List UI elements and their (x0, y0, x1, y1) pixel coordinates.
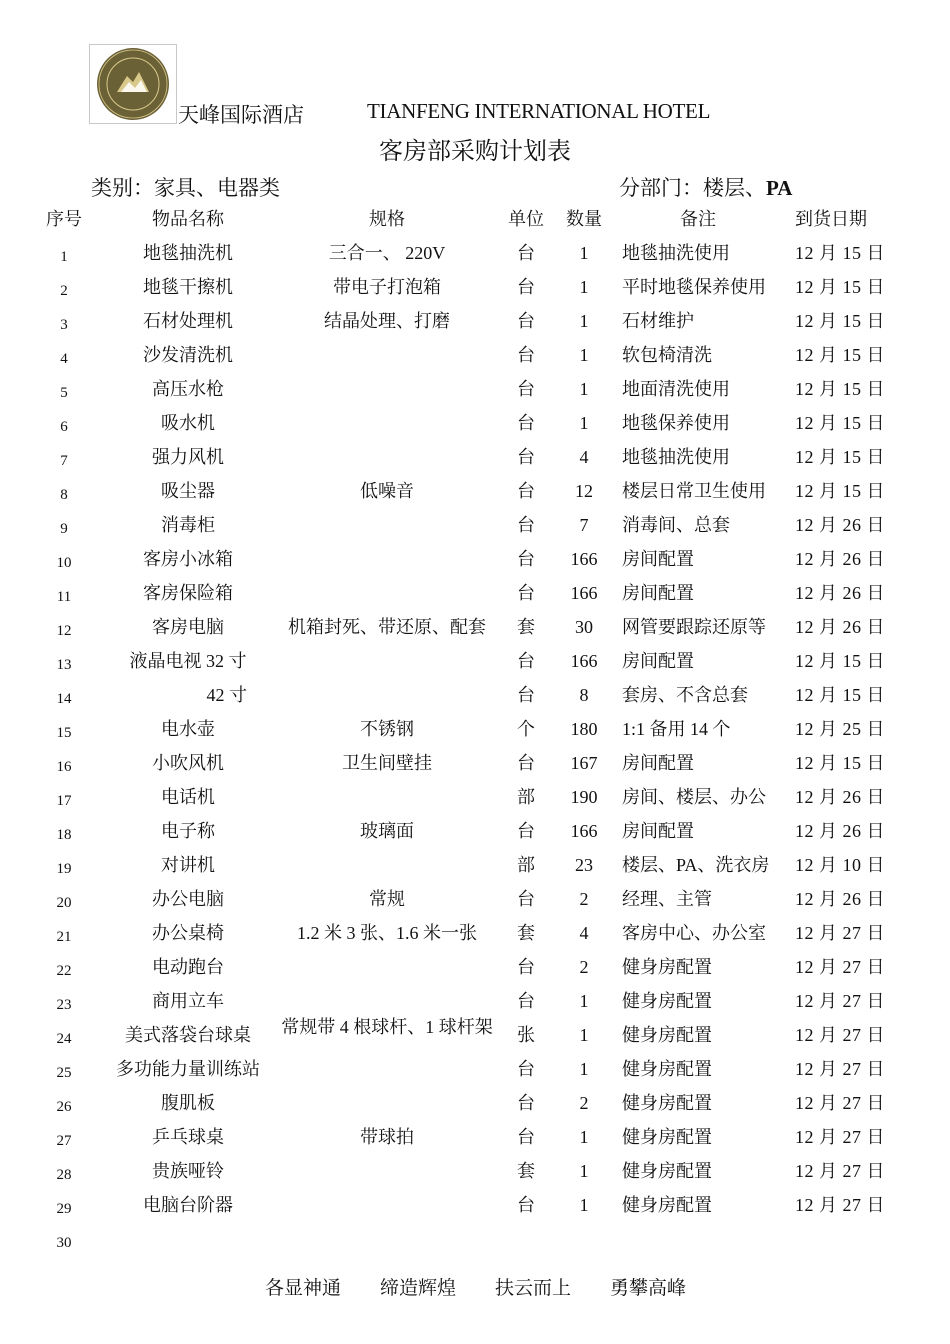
row-unit: 台 (517, 311, 535, 331)
table-row (0, 712, 950, 746)
row-unit: 台 (517, 379, 535, 399)
hotel-logo (89, 44, 177, 124)
row-unit: 套 (517, 1161, 535, 1181)
row-qty: 1 (579, 1127, 589, 1147)
row-spec (280, 984, 494, 1018)
row-spec (280, 1188, 494, 1222)
row-seq: 23 (56, 997, 72, 1013)
row-spec: 玻璃面 (360, 821, 414, 841)
row-unit: 部 (517, 787, 535, 807)
table-row (0, 304, 950, 338)
column-header-name: 物品名称 (152, 209, 224, 229)
table-row (0, 338, 950, 372)
row-unit: 台 (517, 345, 535, 365)
row-item-name: 电子称 (161, 821, 215, 841)
row-unit: 台 (517, 1195, 535, 1215)
row-seq: 30 (56, 1235, 72, 1251)
row-note: 健身房配置 (622, 1161, 712, 1181)
table-row (0, 610, 950, 644)
row-date: 12 月 27 日 (795, 923, 885, 943)
row-item-name: 地毯抽洗机 (143, 243, 233, 263)
row-date: 12 月 26 日 (795, 889, 885, 909)
department-label-text: 分部门：楼层、 (619, 176, 766, 200)
row-note: 网管要跟踪还原等 (622, 617, 766, 637)
row-qty (556, 1222, 612, 1256)
row-spec (280, 406, 494, 440)
row-date: 12 月 15 日 (795, 447, 885, 467)
row-unit: 台 (517, 447, 535, 467)
table-row (0, 848, 950, 882)
row-item-name: 客房保险箱 (143, 583, 233, 603)
row-spec: 不锈钢 (360, 719, 414, 739)
row-item-name: 对讲机 (161, 855, 215, 875)
row-unit: 台 (517, 821, 535, 841)
row-spec (280, 542, 494, 576)
table-row (0, 270, 950, 304)
document-title: 客房部采购计划表 (379, 139, 571, 165)
row-item-name: 办公桌椅 (152, 923, 224, 943)
row-unit: 台 (517, 753, 535, 773)
row-qty: 166 (570, 549, 598, 569)
row-qty: 30 (575, 617, 593, 637)
row-item-name: 石材处理机 (143, 311, 233, 331)
table-row (0, 406, 950, 440)
table-row (0, 882, 950, 916)
row-spec: 1.2 米 3 张、1.6 米一张 (297, 923, 477, 943)
row-spec: 常规 (369, 889, 405, 909)
row-qty: 1 (579, 379, 589, 399)
row-qty: 166 (570, 651, 598, 671)
row-unit: 台 (517, 651, 535, 671)
row-seq: 6 (60, 419, 68, 435)
column-header-date: 到货日期 (795, 209, 867, 229)
hotel-emblem-icon (95, 46, 171, 122)
table-row (0, 508, 950, 542)
row-date: 12 月 27 日 (795, 957, 885, 977)
table-row (0, 576, 950, 610)
hotel-name-cn: 天峰国际酒店 (178, 103, 304, 127)
row-date: 12 月 15 日 (795, 481, 885, 501)
row-spec (280, 372, 494, 406)
table-row (0, 542, 950, 576)
row-unit: 台 (517, 413, 535, 433)
row-seq: 29 (56, 1201, 72, 1217)
row-date: 12 月 26 日 (795, 787, 885, 807)
row-seq: 14 (56, 691, 72, 707)
row-note: 健身房配置 (622, 991, 712, 1011)
row-qty: 190 (570, 787, 598, 807)
row-date: 12 月 26 日 (795, 617, 885, 637)
table-row (0, 780, 950, 814)
row-seq: 16 (56, 759, 72, 775)
row-note: 套房、不含总套 (622, 685, 748, 705)
row-item-name: 吸水机 (161, 413, 215, 433)
row-note: 平时地毯保养使用 (622, 277, 766, 297)
column-header-note: 备注 (680, 209, 716, 229)
row-qty: 1 (579, 1059, 589, 1079)
row-date: 12 月 15 日 (795, 243, 885, 263)
row-spec (280, 1052, 494, 1086)
row-note: 软包椅清洗 (622, 345, 712, 365)
row-seq: 4 (60, 351, 68, 367)
row-unit: 套 (517, 923, 535, 943)
row-note (622, 1222, 792, 1256)
row-date: 12 月 27 日 (795, 1059, 885, 1079)
row-item-name: 商用立车 (152, 991, 224, 1011)
row-item-name: 地毯干擦机 (143, 277, 233, 297)
row-qty: 1 (579, 1195, 589, 1215)
table-row (0, 1188, 950, 1222)
row-unit: 张 (517, 1025, 535, 1045)
row-item-name: 电话机 (161, 787, 215, 807)
row-qty: 1 (579, 311, 589, 331)
row-item-name: 电脑台阶器 (143, 1195, 233, 1215)
row-qty: 8 (579, 685, 589, 705)
table-row (0, 236, 950, 270)
row-item-name: 42 寸 (206, 685, 247, 705)
row-seq: 12 (56, 623, 72, 639)
row-unit: 台 (517, 515, 535, 535)
table-row (0, 950, 950, 984)
row-qty: 12 (575, 481, 593, 501)
row-seq: 2 (60, 283, 68, 299)
row-date: 12 月 15 日 (795, 345, 885, 365)
row-seq: 1 (60, 249, 68, 265)
row-spec (280, 780, 494, 814)
row-date: 12 月 27 日 (795, 1195, 885, 1215)
motto-phrase: 勇攀高峰 (610, 1278, 687, 1299)
row-note: 健身房配置 (622, 1025, 712, 1045)
row-spec: 带电子打泡箱 (333, 277, 441, 297)
row-unit: 台 (517, 277, 535, 297)
row-unit: 台 (517, 991, 535, 1011)
row-date: 12 月 27 日 (795, 991, 885, 1011)
table-row (0, 814, 950, 848)
row-note: 房间配置 (622, 753, 694, 773)
row-date: 12 月 10 日 (795, 855, 885, 875)
row-spec: 结晶处理、打磨 (324, 311, 450, 331)
table-row (0, 678, 950, 712)
spec-billiard-table: 常规带 4 根球杆、1 球杆架 (281, 1017, 493, 1037)
motto-phrase: 各显神通 (265, 1278, 342, 1299)
row-item-name: 办公电脑 (152, 889, 224, 909)
row-qty: 180 (570, 719, 598, 739)
row-date: 12 月 15 日 (795, 413, 885, 433)
table-row (0, 1052, 950, 1086)
motto-phrase: 扶云而上 (495, 1278, 572, 1299)
row-seq: 11 (56, 589, 72, 605)
row-date: 12 月 26 日 (795, 549, 885, 569)
table-row (0, 746, 950, 780)
row-date: 12 月 27 日 (795, 1161, 885, 1181)
column-header-spec: 规格 (369, 209, 405, 229)
row-seq: 5 (60, 385, 68, 401)
row-spec: 三合一、 220V (328, 243, 446, 263)
row-item-name: 吸尘器 (161, 481, 215, 501)
motto-phrase: 缔造辉煌 (380, 1278, 457, 1299)
row-item-name (100, 1222, 276, 1256)
row-qty: 166 (570, 821, 598, 841)
row-unit: 个 (517, 719, 535, 739)
row-note: 健身房配置 (622, 1093, 712, 1113)
row-unit: 台 (517, 583, 535, 603)
table-header (0, 202, 950, 236)
row-item-name: 高压水枪 (152, 379, 224, 399)
row-unit: 台 (517, 1127, 535, 1147)
row-qty: 4 (579, 447, 589, 467)
row-note: 健身房配置 (622, 1127, 712, 1147)
row-seq: 17 (56, 793, 72, 809)
row-spec (280, 1222, 494, 1256)
department-label (619, 172, 792, 202)
row-item-name: 腹肌板 (161, 1093, 215, 1113)
row-qty: 167 (570, 753, 598, 773)
row-spec (280, 950, 494, 984)
row-seq: 9 (60, 521, 68, 537)
row-date: 12 月 15 日 (795, 277, 885, 297)
row-unit: 台 (517, 1059, 535, 1079)
row-item-name: 强力风机 (152, 447, 224, 467)
row-qty: 1 (579, 243, 589, 263)
row-qty: 1 (579, 991, 589, 1011)
row-note: 房间、楼层、办公 (622, 787, 766, 807)
row-seq: 15 (56, 725, 72, 741)
row-unit: 台 (517, 243, 535, 263)
row-spec: 卫生间壁挂 (342, 753, 432, 773)
row-spec (280, 508, 494, 542)
row-unit: 台 (517, 549, 535, 569)
column-header-seq: 序号 (46, 209, 82, 229)
row-seq: 20 (56, 895, 72, 911)
row-seq: 7 (60, 453, 68, 469)
row-seq: 10 (56, 555, 72, 571)
hotel-name-en: TIANFENG INTERNATIONAL HOTEL (367, 99, 711, 123)
row-seq: 8 (60, 487, 68, 503)
row-note: 楼层日常卫生使用 (622, 481, 766, 501)
row-date: 12 月 15 日 (795, 379, 885, 399)
row-qty: 1 (579, 1161, 589, 1181)
row-item-name: 液晶电视 32 寸 (129, 651, 247, 671)
category-label: 类别：家具、电器类 (91, 176, 280, 200)
row-note: 房间配置 (622, 651, 694, 671)
row-spec: 带球拍 (360, 1127, 414, 1147)
row-date: 12 月 27 日 (795, 1127, 885, 1147)
row-qty: 2 (579, 957, 589, 977)
row-unit: 台 (517, 889, 535, 909)
row-qty: 2 (579, 1093, 589, 1113)
row-unit (506, 1222, 546, 1256)
row-qty: 7 (579, 515, 589, 535)
table-row (0, 644, 950, 678)
row-note: 地毯抽洗使用 (622, 243, 730, 263)
row-qty: 1 (579, 277, 589, 297)
row-unit: 台 (517, 1093, 535, 1113)
row-qty: 4 (579, 923, 589, 943)
row-spec (280, 644, 494, 678)
row-spec (280, 440, 494, 474)
row-item-name: 美式落袋台球桌 (125, 1025, 251, 1045)
row-unit: 部 (517, 855, 535, 875)
table-row (0, 1222, 950, 1256)
row-date: 12 月 26 日 (795, 515, 885, 535)
row-note: 房间配置 (622, 583, 694, 603)
row-item-name: 电动跑台 (152, 957, 224, 977)
row-seq: 27 (56, 1133, 72, 1149)
row-spec (280, 1086, 494, 1120)
row-spec (280, 848, 494, 882)
row-note: 地毯保养使用 (622, 413, 730, 433)
table-row (0, 984, 950, 1018)
row-qty: 166 (570, 583, 598, 603)
row-date: 12 月 27 日 (795, 1025, 885, 1045)
row-seq: 3 (60, 317, 68, 333)
row-seq: 21 (56, 929, 72, 945)
row-note: 消毒间、总套 (622, 515, 730, 535)
row-date: 12 月 25 日 (795, 719, 885, 739)
row-item-name: 电水壶 (161, 719, 215, 739)
row-note: 地毯抽洗使用 (622, 447, 730, 467)
department-value: PA (766, 176, 793, 200)
row-date: 12 月 26 日 (795, 821, 885, 841)
row-unit: 台 (517, 481, 535, 501)
row-note: 客房中心、办公室 (622, 923, 766, 943)
row-qty: 1 (579, 1025, 589, 1045)
row-date: 12 月 15 日 (795, 651, 885, 671)
row-spec (280, 1154, 494, 1188)
row-note: 健身房配置 (622, 957, 712, 977)
row-date: 12 月 27 日 (795, 1093, 885, 1113)
row-item-name: 小吹风机 (152, 753, 224, 773)
row-item-name: 多功能力量训练站 (116, 1059, 260, 1079)
row-unit: 套 (517, 617, 535, 637)
row-item-name: 消毒柜 (161, 515, 215, 535)
row-note: 经理、主管 (622, 889, 712, 909)
table-row (0, 1086, 950, 1120)
row-seq: 24 (56, 1031, 72, 1047)
row-seq: 19 (56, 861, 72, 877)
row-date: 12 月 26 日 (795, 583, 885, 603)
row-spec (280, 678, 494, 712)
column-header-unit: 单位 (508, 209, 544, 229)
table-row (0, 372, 950, 406)
table-body (0, 236, 950, 1256)
table-row (0, 1120, 950, 1154)
row-note: 地面清洗使用 (622, 379, 730, 399)
row-date (795, 1222, 895, 1256)
row-date: 12 月 15 日 (795, 685, 885, 705)
row-seq: 25 (56, 1065, 72, 1081)
row-qty: 23 (575, 855, 593, 875)
row-seq: 13 (56, 657, 72, 673)
row-qty: 2 (579, 889, 589, 909)
row-seq: 28 (56, 1167, 72, 1183)
row-spec (280, 576, 494, 610)
purchase-plan-table (0, 202, 950, 1256)
row-unit: 台 (517, 685, 535, 705)
row-item-name: 客房电脑 (152, 617, 224, 637)
row-note: 石材维护 (622, 311, 694, 331)
row-note: 楼层、PA、洗衣房 (622, 855, 770, 875)
row-qty: 1 (579, 345, 589, 365)
row-spec (280, 338, 494, 372)
row-item-name: 乒乓球桌 (152, 1127, 224, 1147)
row-note: 房间配置 (622, 821, 694, 841)
table-row (0, 1154, 950, 1188)
row-spec: 低噪音 (360, 481, 414, 501)
table-row (0, 474, 950, 508)
row-seq: 26 (56, 1099, 72, 1115)
row-spec: 机箱封死、带还原、配套 (288, 617, 486, 637)
row-unit: 台 (517, 957, 535, 977)
row-note: 1:1 备用 14 个 (622, 719, 731, 739)
row-qty: 1 (579, 413, 589, 433)
row-seq: 22 (56, 963, 72, 979)
row-note: 房间配置 (622, 549, 694, 569)
column-header-qty: 数量 (566, 209, 602, 229)
row-item-name: 贵族哑铃 (152, 1161, 224, 1181)
row-date: 12 月 15 日 (795, 753, 885, 773)
row-note: 健身房配置 (622, 1195, 712, 1215)
row-date: 12 月 15 日 (795, 311, 885, 331)
table-row (0, 916, 950, 950)
row-item-name: 沙发清洗机 (143, 345, 233, 365)
row-seq: 18 (56, 827, 72, 843)
table-row (0, 440, 950, 474)
row-note: 健身房配置 (622, 1059, 712, 1079)
row-item-name: 客房小冰箱 (143, 549, 233, 569)
